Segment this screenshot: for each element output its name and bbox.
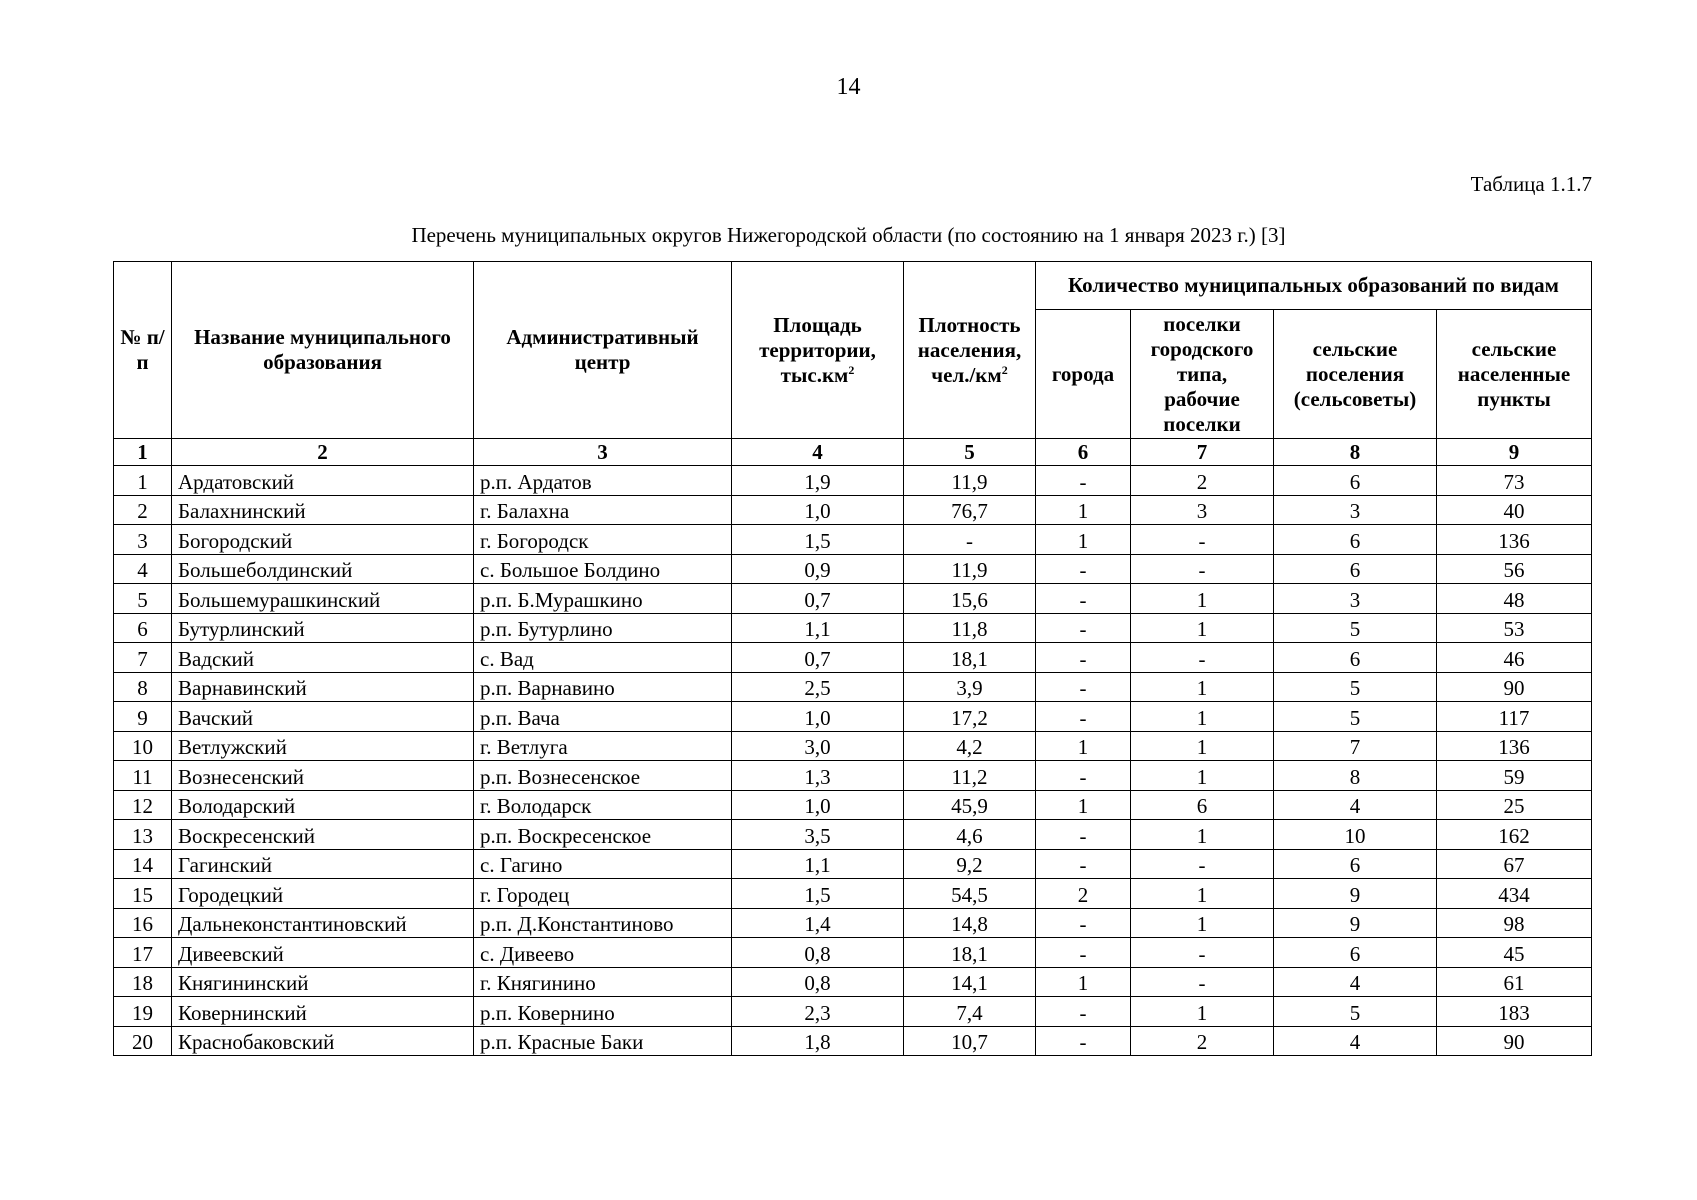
cities-count-cell: - bbox=[1036, 584, 1131, 614]
rural-localities-count-cell: 73 bbox=[1437, 466, 1592, 496]
cities-count-cell: 1 bbox=[1036, 731, 1131, 761]
municipality-name-cell: Краснобаковский bbox=[172, 1026, 474, 1056]
rural-localities-count-cell: 183 bbox=[1437, 997, 1592, 1027]
urban-settlements-count-cell: 1 bbox=[1131, 908, 1274, 938]
table-row bbox=[114, 849, 1592, 879]
rural-localities-count-cell: 90 bbox=[1437, 1026, 1592, 1056]
admin-center-cell: р.п. Воскресенское bbox=[474, 820, 732, 850]
admin-center-cell: р.п. Д.Константиново bbox=[474, 908, 732, 938]
row-number-cell: 6 bbox=[114, 613, 172, 643]
admin-center-cell: г. Балахна bbox=[474, 495, 732, 525]
cities-count-cell: - bbox=[1036, 672, 1131, 702]
admin-center-cell: г. Княгинино bbox=[474, 967, 732, 997]
header-density-sup: 2 bbox=[1001, 362, 1008, 377]
municipality-name-cell: Варнавинский bbox=[172, 672, 474, 702]
header-density-label: Плотность населения, чел./км bbox=[917, 312, 1022, 387]
density-cell: 15,6 bbox=[904, 584, 1036, 614]
municipality-name-cell: Воскресенский bbox=[172, 820, 474, 850]
column-number: 7 bbox=[1131, 439, 1274, 466]
urban-settlements-count-cell: 1 bbox=[1131, 879, 1274, 909]
density-cell: 11,8 bbox=[904, 613, 1036, 643]
urban-settlements-count-cell: - bbox=[1131, 525, 1274, 555]
area-cell: 1,3 bbox=[732, 761, 904, 791]
area-cell: 1,9 bbox=[732, 466, 904, 496]
table-row bbox=[114, 790, 1592, 820]
area-cell: 1,5 bbox=[732, 525, 904, 555]
row-number-cell: 17 bbox=[114, 938, 172, 968]
header-cities: города bbox=[1036, 310, 1131, 439]
rural-settlements-count-cell: 6 bbox=[1274, 525, 1437, 555]
rural-localities-count-cell: 40 bbox=[1437, 495, 1592, 525]
density-cell: 7,4 bbox=[904, 997, 1036, 1027]
rural-localities-count-cell: 59 bbox=[1437, 761, 1592, 791]
area-cell: 1,0 bbox=[732, 790, 904, 820]
urban-settlements-count-cell: 1 bbox=[1131, 731, 1274, 761]
table-row bbox=[114, 672, 1592, 702]
table-row bbox=[114, 967, 1592, 997]
urban-settlements-count-cell: 1 bbox=[1131, 584, 1274, 614]
area-cell: 2,3 bbox=[732, 997, 904, 1027]
rural-settlements-count-cell: 8 bbox=[1274, 761, 1437, 791]
header-center: Административный центр bbox=[474, 262, 732, 439]
rural-localities-count-cell: 117 bbox=[1437, 702, 1592, 732]
density-cell: 11,2 bbox=[904, 761, 1036, 791]
admin-center-cell: с. Вад bbox=[474, 643, 732, 673]
row-number-cell: 11 bbox=[114, 761, 172, 791]
header-density bbox=[904, 262, 1036, 439]
rural-localities-count-cell: 46 bbox=[1437, 643, 1592, 673]
rural-settlements-count-cell: 7 bbox=[1274, 731, 1437, 761]
density-cell: 11,9 bbox=[904, 554, 1036, 584]
density-cell: 18,1 bbox=[904, 643, 1036, 673]
column-number: 6 bbox=[1036, 439, 1131, 466]
municipality-name-cell: Дальнеконстантиновский bbox=[172, 908, 474, 938]
rural-settlements-count-cell: 4 bbox=[1274, 1026, 1437, 1056]
rural-settlements-count-cell: 4 bbox=[1274, 967, 1437, 997]
admin-center-cell: р.п. Вознесенское bbox=[474, 761, 732, 791]
table-header bbox=[114, 262, 1592, 466]
area-cell: 3,0 bbox=[732, 731, 904, 761]
column-number: 9 bbox=[1437, 439, 1592, 466]
admin-center-cell: г. Ветлуга bbox=[474, 731, 732, 761]
rural-settlements-count-cell: 5 bbox=[1274, 997, 1437, 1027]
cities-count-cell: - bbox=[1036, 702, 1131, 732]
urban-settlements-count-cell: - bbox=[1131, 967, 1274, 997]
municipality-name-cell: Ковернинский bbox=[172, 997, 474, 1027]
cities-count-cell: - bbox=[1036, 820, 1131, 850]
rural-localities-count-cell: 434 bbox=[1437, 879, 1592, 909]
density-cell: 14,8 bbox=[904, 908, 1036, 938]
table-row bbox=[114, 761, 1592, 791]
area-cell: 1,0 bbox=[732, 495, 904, 525]
column-number: 5 bbox=[904, 439, 1036, 466]
table-row bbox=[114, 466, 1592, 496]
row-number-cell: 2 bbox=[114, 495, 172, 525]
cities-count-cell: - bbox=[1036, 908, 1131, 938]
row-number-cell: 15 bbox=[114, 879, 172, 909]
cities-count-cell: 1 bbox=[1036, 495, 1131, 525]
municipality-name-cell: Ветлужский bbox=[172, 731, 474, 761]
area-cell: 1,1 bbox=[732, 613, 904, 643]
area-cell: 0,7 bbox=[732, 584, 904, 614]
density-cell: 4,6 bbox=[904, 820, 1036, 850]
urban-settlements-count-cell: - bbox=[1131, 643, 1274, 673]
table-body bbox=[114, 466, 1592, 1056]
area-cell: 2,5 bbox=[732, 672, 904, 702]
table-label: Таблица 1.1.7 bbox=[1470, 172, 1592, 196]
table-row bbox=[114, 820, 1592, 850]
area-cell: 1,4 bbox=[732, 908, 904, 938]
rural-localities-count-cell: 45 bbox=[1437, 938, 1592, 968]
municipality-name-cell: Балахнинский bbox=[172, 495, 474, 525]
row-number-cell: 1 bbox=[114, 466, 172, 496]
table-row bbox=[114, 731, 1592, 761]
admin-center-cell: р.п. Ардатов bbox=[474, 466, 732, 496]
cities-count-cell: 1 bbox=[1036, 967, 1131, 997]
urban-settlements-count-cell: 6 bbox=[1131, 790, 1274, 820]
table-row bbox=[114, 584, 1592, 614]
density-cell: 4,2 bbox=[904, 731, 1036, 761]
rural-localities-count-cell: 67 bbox=[1437, 849, 1592, 879]
header-urban-settlements: поселки городского типа, рабочие поселки bbox=[1131, 310, 1274, 439]
cities-count-cell: - bbox=[1036, 997, 1131, 1027]
column-number: 3 bbox=[474, 439, 732, 466]
density-cell: 76,7 bbox=[904, 495, 1036, 525]
rural-settlements-count-cell: 10 bbox=[1274, 820, 1437, 850]
rural-settlements-count-cell: 5 bbox=[1274, 672, 1437, 702]
admin-center-cell: р.п. Бутурлино bbox=[474, 613, 732, 643]
area-cell: 0,9 bbox=[732, 554, 904, 584]
row-number-cell: 10 bbox=[114, 731, 172, 761]
table-row bbox=[114, 643, 1592, 673]
municipality-name-cell: Володарский bbox=[172, 790, 474, 820]
row-number-cell: 4 bbox=[114, 554, 172, 584]
area-cell: 1,8 bbox=[732, 1026, 904, 1056]
rural-settlements-count-cell: 5 bbox=[1274, 613, 1437, 643]
table-row bbox=[114, 1026, 1592, 1056]
admin-center-cell: р.п. Вача bbox=[474, 702, 732, 732]
municipality-name-cell: Вознесенский bbox=[172, 761, 474, 791]
admin-center-cell: р.п. Варнавино bbox=[474, 672, 732, 702]
cities-count-cell: - bbox=[1036, 613, 1131, 643]
cities-count-cell: - bbox=[1036, 554, 1131, 584]
area-cell: 0,7 bbox=[732, 643, 904, 673]
rural-settlements-count-cell: 6 bbox=[1274, 643, 1437, 673]
rural-settlements-count-cell: 9 bbox=[1274, 908, 1437, 938]
municipality-name-cell: Дивеевский bbox=[172, 938, 474, 968]
cities-count-cell: - bbox=[1036, 938, 1131, 968]
rural-localities-count-cell: 136 bbox=[1437, 731, 1592, 761]
rural-localities-count-cell: 25 bbox=[1437, 790, 1592, 820]
table-row bbox=[114, 997, 1592, 1027]
density-cell: 18,1 bbox=[904, 938, 1036, 968]
header-name: Название муниципального образования bbox=[172, 262, 474, 439]
rural-settlements-count-cell: 6 bbox=[1274, 849, 1437, 879]
table-title: Перечень муниципальных округов Нижегородской области (по состоянию на 1 января 2023 г.) [3] bbox=[411, 223, 1286, 247]
municipality-name-cell: Большемурашкинский bbox=[172, 584, 474, 614]
cities-count-cell: - bbox=[1036, 849, 1131, 879]
urban-settlements-count-cell: 1 bbox=[1131, 820, 1274, 850]
header-rural-settlements: сельские поселения (сельсоветы) bbox=[1274, 310, 1437, 439]
cities-count-cell: - bbox=[1036, 466, 1131, 496]
rural-settlements-count-cell: 6 bbox=[1274, 938, 1437, 968]
municipality-name-cell: Городецкий bbox=[172, 879, 474, 909]
rural-localities-count-cell: 98 bbox=[1437, 908, 1592, 938]
area-cell: 1,0 bbox=[732, 702, 904, 732]
column-numbers-row bbox=[114, 439, 1592, 466]
municipal-districts-table bbox=[113, 261, 1592, 1056]
row-number-cell: 5 bbox=[114, 584, 172, 614]
area-cell: 0,8 bbox=[732, 938, 904, 968]
density-cell: 3,9 bbox=[904, 672, 1036, 702]
urban-settlements-count-cell: 2 bbox=[1131, 466, 1274, 496]
admin-center-cell: с. Большое Болдино bbox=[474, 554, 732, 584]
table-row bbox=[114, 908, 1592, 938]
cities-count-cell: 1 bbox=[1036, 525, 1131, 555]
table-row bbox=[114, 495, 1592, 525]
column-number: 2 bbox=[172, 439, 474, 466]
cities-count-cell: - bbox=[1036, 761, 1131, 791]
municipality-name-cell: Ардатовский bbox=[172, 466, 474, 496]
urban-settlements-count-cell: - bbox=[1131, 938, 1274, 968]
admin-center-cell: р.п. Красные Баки bbox=[474, 1026, 732, 1056]
rural-settlements-count-cell: 6 bbox=[1274, 554, 1437, 584]
urban-settlements-count-cell: 1 bbox=[1131, 672, 1274, 702]
table-row bbox=[114, 879, 1592, 909]
page-number: 14 bbox=[836, 74, 861, 100]
density-cell: 9,2 bbox=[904, 849, 1036, 879]
column-number: 1 bbox=[114, 439, 172, 466]
row-number-cell: 3 bbox=[114, 525, 172, 555]
row-number-cell: 9 bbox=[114, 702, 172, 732]
row-number-cell: 18 bbox=[114, 967, 172, 997]
column-number: 4 bbox=[732, 439, 904, 466]
rural-localities-count-cell: 56 bbox=[1437, 554, 1592, 584]
column-number: 8 bbox=[1274, 439, 1437, 466]
admin-center-cell: с. Гагино bbox=[474, 849, 732, 879]
urban-settlements-count-cell: 3 bbox=[1131, 495, 1274, 525]
row-number-cell: 20 bbox=[114, 1026, 172, 1056]
header-area-label: Площадь территории, тыс.км bbox=[759, 312, 876, 387]
admin-center-cell: р.п. Ковернино bbox=[474, 997, 732, 1027]
urban-settlements-count-cell: - bbox=[1131, 554, 1274, 584]
density-cell: 10,7 bbox=[904, 1026, 1036, 1056]
urban-settlements-count-cell: 1 bbox=[1131, 613, 1274, 643]
municipality-name-cell: Большеболдинский bbox=[172, 554, 474, 584]
rural-settlements-count-cell: 3 bbox=[1274, 584, 1437, 614]
cities-count-cell: 1 bbox=[1036, 790, 1131, 820]
cities-count-cell: 2 bbox=[1036, 879, 1131, 909]
municipality-name-cell: Гагинский bbox=[172, 849, 474, 879]
row-number-cell: 12 bbox=[114, 790, 172, 820]
header-area bbox=[732, 262, 904, 439]
admin-center-cell: г. Володарск bbox=[474, 790, 732, 820]
rural-settlements-count-cell: 9 bbox=[1274, 879, 1437, 909]
table-row bbox=[114, 525, 1592, 555]
municipality-name-cell: Вадский bbox=[172, 643, 474, 673]
rural-settlements-count-cell: 4 bbox=[1274, 790, 1437, 820]
row-number-cell: 16 bbox=[114, 908, 172, 938]
header-num: № п/п bbox=[114, 262, 172, 439]
row-number-cell: 14 bbox=[114, 849, 172, 879]
urban-settlements-count-cell: 2 bbox=[1131, 1026, 1274, 1056]
header-area-sup: 2 bbox=[848, 362, 855, 377]
table-row bbox=[114, 938, 1592, 968]
area-cell: 1,5 bbox=[732, 879, 904, 909]
rural-settlements-count-cell: 5 bbox=[1274, 702, 1437, 732]
header-rural-localities: сельские населенные пункты bbox=[1437, 310, 1592, 439]
urban-settlements-count-cell: 1 bbox=[1131, 997, 1274, 1027]
rural-localities-count-cell: 61 bbox=[1437, 967, 1592, 997]
row-number-cell: 13 bbox=[114, 820, 172, 850]
urban-settlements-count-cell: - bbox=[1131, 849, 1274, 879]
rural-settlements-count-cell: 6 bbox=[1274, 466, 1437, 496]
urban-settlements-count-cell: 1 bbox=[1131, 702, 1274, 732]
rural-settlements-count-cell: 3 bbox=[1274, 495, 1437, 525]
row-number-cell: 7 bbox=[114, 643, 172, 673]
table-row bbox=[114, 702, 1592, 732]
admin-center-cell: г. Богородск bbox=[474, 525, 732, 555]
rural-localities-count-cell: 136 bbox=[1437, 525, 1592, 555]
municipality-name-cell: Княгининский bbox=[172, 967, 474, 997]
area-cell: 1,1 bbox=[732, 849, 904, 879]
header-group: Количество муниципальных образований по видам bbox=[1036, 262, 1592, 310]
row-number-cell: 8 bbox=[114, 672, 172, 702]
density-cell: 17,2 bbox=[904, 702, 1036, 732]
admin-center-cell: с. Дивеево bbox=[474, 938, 732, 968]
municipality-name-cell: Богородский bbox=[172, 525, 474, 555]
area-cell: 0,8 bbox=[732, 967, 904, 997]
urban-settlements-count-cell: 1 bbox=[1131, 761, 1274, 791]
rural-localities-count-cell: 48 bbox=[1437, 584, 1592, 614]
cities-count-cell: - bbox=[1036, 643, 1131, 673]
density-cell: 45,9 bbox=[904, 790, 1036, 820]
cities-count-cell: - bbox=[1036, 1026, 1131, 1056]
rural-localities-count-cell: 90 bbox=[1437, 672, 1592, 702]
rural-localities-count-cell: 162 bbox=[1437, 820, 1592, 850]
municipality-name-cell: Бутурлинский bbox=[172, 613, 474, 643]
density-cell: 11,9 bbox=[904, 466, 1036, 496]
municipality-name-cell: Вачский bbox=[172, 702, 474, 732]
admin-center-cell: г. Городец bbox=[474, 879, 732, 909]
admin-center-cell: р.п. Б.Мурашкино bbox=[474, 584, 732, 614]
density-cell: 14,1 bbox=[904, 967, 1036, 997]
table-row bbox=[114, 554, 1592, 584]
density-cell: - bbox=[904, 525, 1036, 555]
rural-localities-count-cell: 53 bbox=[1437, 613, 1592, 643]
row-number-cell: 19 bbox=[114, 997, 172, 1027]
table-row bbox=[114, 613, 1592, 643]
area-cell: 3,5 bbox=[732, 820, 904, 850]
density-cell: 54,5 bbox=[904, 879, 1036, 909]
